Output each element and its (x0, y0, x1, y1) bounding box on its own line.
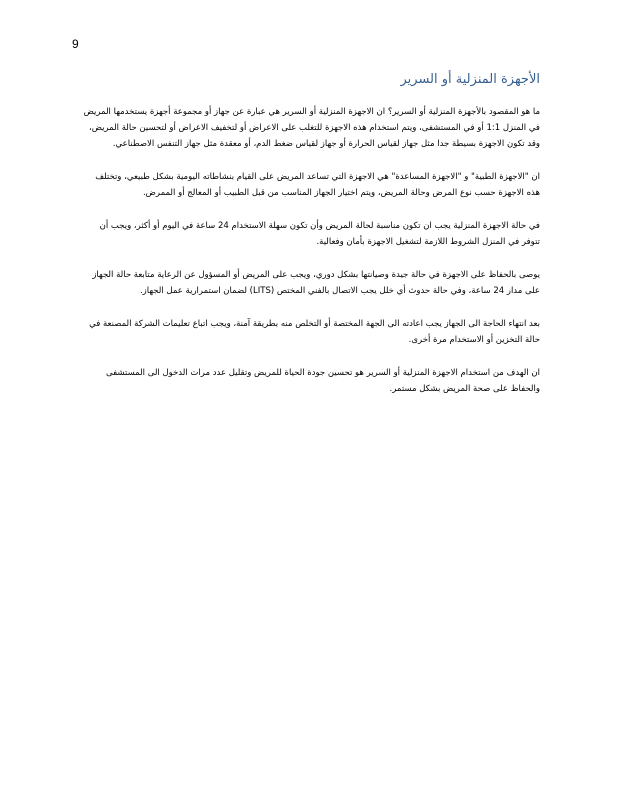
paragraph-2: ان "الاجهزة الطبية" و "الاجهزة المساعدة" هي الاجهزة التي تساعد المريض على القيام بنشاطاته اليومية بشكل طبيعي، وتختلف هذه الاجهزة حسب نوع المرض وحالة المريض، ويتم اختيار الجهاز المناسب من قبل الطبيب أو المعالج أو الممرض. (95, 172, 540, 198)
paragraph-4: يوصى بالحفاظ على الاجهزة في حالة جيدة وصيانتها بشكل دوري، ويجب على المريض أو المسؤول عن الرعاية متابعة حالة الجهاز على مدار 24 ساعة، وفي حالة حدوث أي خلل يجب الاتصال بالفني المختص (LITS) لضمان استمرارية عمل الجهاز. (92, 270, 540, 296)
paragraph-6: ان الهدف من استخدام الاجهزة المنزلية أو السرير هو تحسين جودة الحياة للمريض وتقليل عدد مرات الدخول الى المستشفى والحفاظ على صحة المريض بشكل مستمر. (106, 368, 540, 394)
paragraph-5: بعد انتهاء الحاجة الى الجهاز يجب اعادته الى الجهة المختصة أو التخلص منه بطريقة آمنة، ويجب اتباع تعليمات الشركة المصنعة في حالة التخزين أو الاستخدام مرة أخرى. (89, 319, 540, 345)
section-heading: الأجهزة المنزلية أو السرير (400, 72, 540, 87)
document-body (80, 104, 540, 414)
page-number: 9 (72, 37, 79, 51)
paragraph-1: ما هو المقصود بالأجهزة المنزلية أو السرير؟ ان الاجهزة المنزلية أو السرير هي عبارة عن جهاز أو مجموعة أجهزة يستخدمها المريض في المنزل 1:1 أو في المستشفى، ويتم استخدام هذه الاجهزة للتغلب على الاعراض أو لتخفيف الاعراض أو لتحسين حالة المريض، وقد تكون الاجهزة بسيطة جدا مثل جهاز لقياس الحرارة أو جهاز لقياس ضغط الدم، أو معقدة مثل جهاز التنفس الاصطناعي. (83, 107, 540, 149)
paragraph-3: في حالة الاجهزة المنزلية يجب ان تكون مناسبة لحالة المريض وأن تكون سهلة الاستخدام 24 ساعة في اليوم أو أكثر، ويجب أن تتوفر في المنزل الشروط اللازمة لتشغيل الاجهزة بأمان وفعالية. (99, 221, 540, 247)
